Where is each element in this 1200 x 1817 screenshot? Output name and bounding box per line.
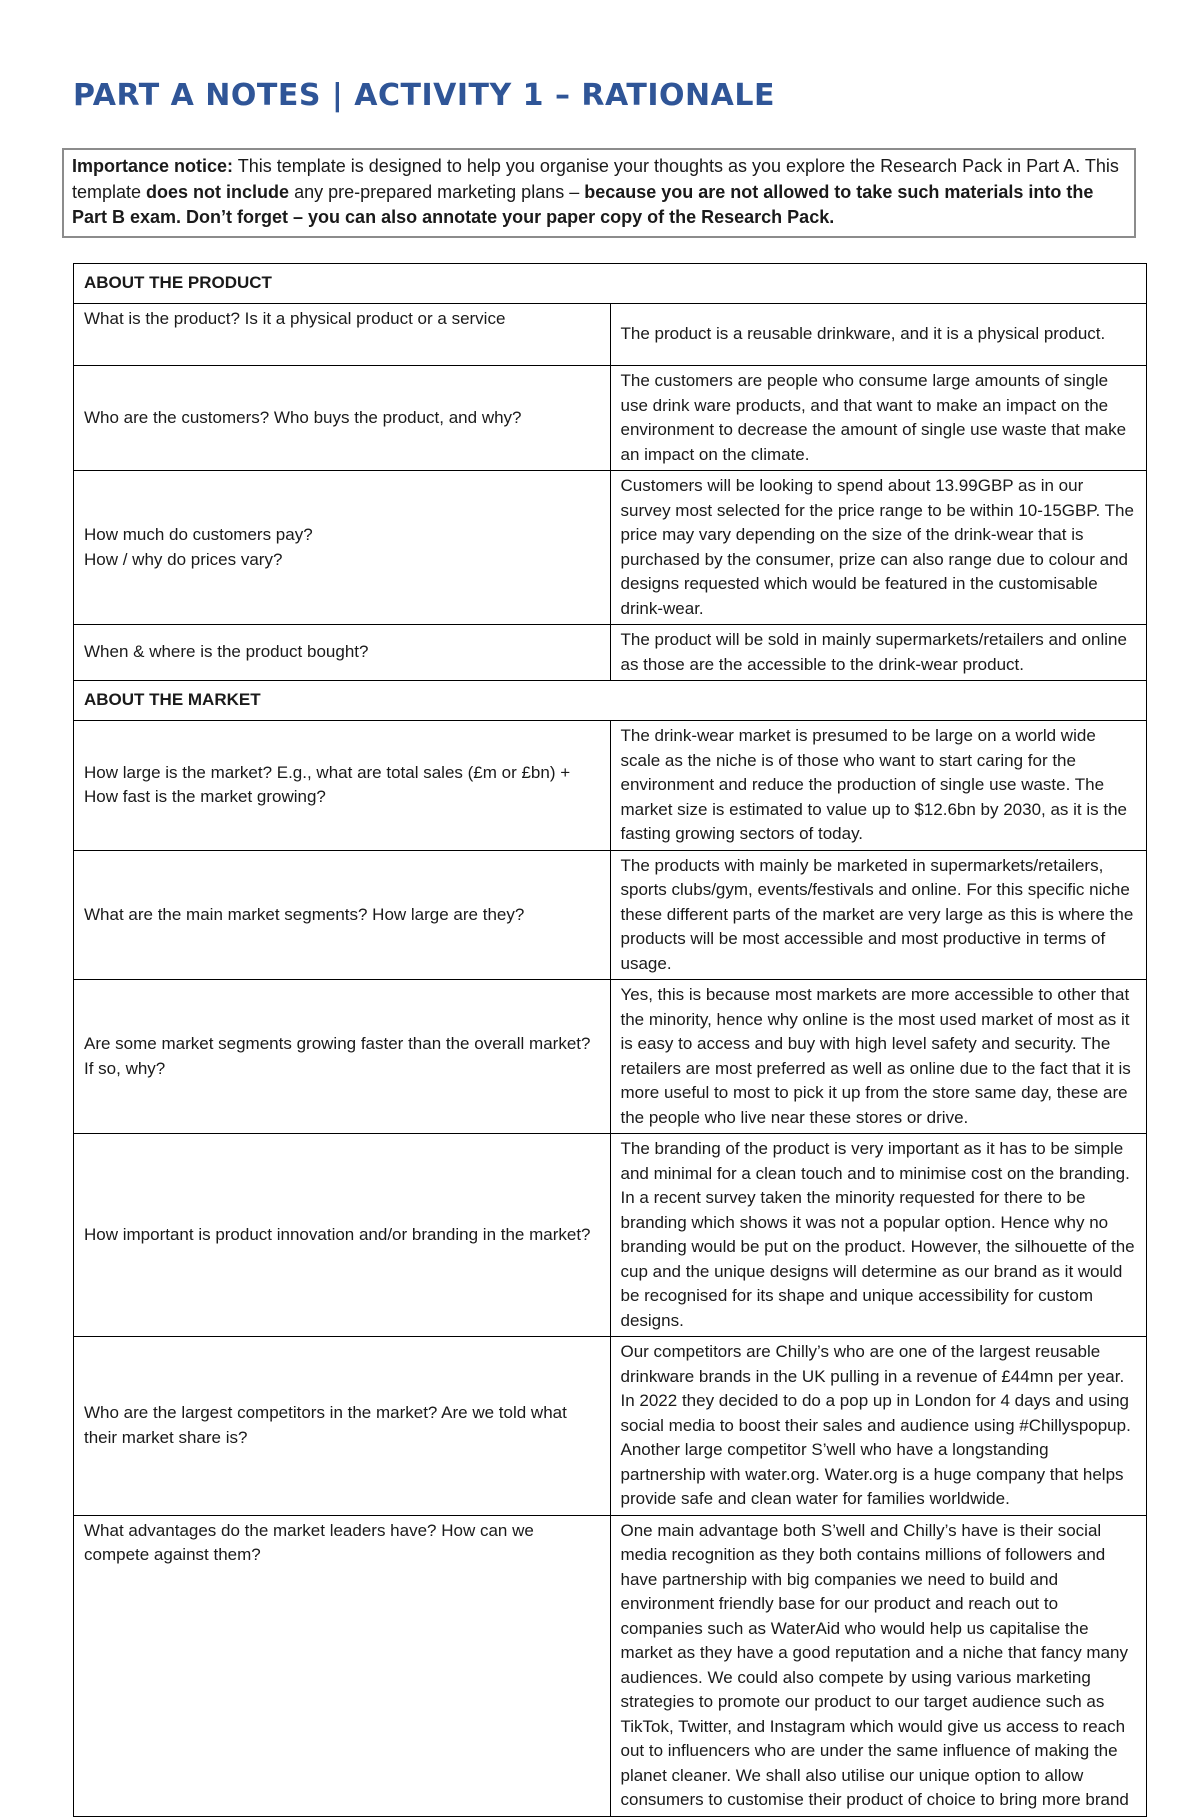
question-cell: When & where is the product bought? — [74, 625, 611, 681]
notice-label: Importance notice: — [72, 156, 234, 176]
question-cell — [74, 471, 611, 625]
question-cell: How important is product innovation and/or branding in the market? — [74, 1134, 611, 1337]
question-cell: What are the main market segments? How large are they? — [74, 850, 611, 980]
answer-cell: The branding of the product is very important as it has to be simple and minimal for a clean touch and to minimise cost on the branding. In a recent survey taken the minority requested for there to be branding which shows it was not a popular option. Hence why no branding would be put on the product. However, the silhouette of the cup and the unique designs will determine as our brand as it would be recognised for its shape and unique accessibility for custom designs. — [610, 1134, 1147, 1337]
answer-cell: Our competitors are Chilly’s who are one of the largest reusable drinkware brands in the UK pulling in a revenue of £44mn per year. In 2022 they decided to do a pop up in London for 4 days and using social media to boost their sales and audience using #Chillyspopup. Another large competitor S’well who have a longstanding partnership with water.org. Water.org is a huge company that helps provide safe and clean water for families worldwide. — [610, 1337, 1147, 1516]
table-row — [74, 304, 1147, 366]
table-row — [74, 471, 1147, 625]
table-row — [74, 850, 1147, 980]
answer-cell: The drink-wear market is presumed to be large on a world wide scale as the niche is of those who want to start caring for the environment and reduce the production of single use waste. The market size is estimated to value up to $12.6bn by 2030, as it is the fasting growing sectors of today. — [610, 721, 1147, 851]
answer-cell: Customers will be looking to spend about 13.99GBP as in our survey most selected for the price range to be within 10-15GBP. The price may vary depending on the size of the drink-wear that is purchased by the consumer, prize can also range due to colour and designs requested which would be featured in the customisable drink-wear. — [610, 471, 1147, 625]
notice-text: This template is designed to help you organise your thoughts as you explore the Research Pack in Part A. This template — [72, 156, 1119, 202]
table-row — [74, 721, 1147, 851]
question-cell: Are some market segments growing faster than the overall market? If so, why? — [74, 980, 611, 1134]
question-cell: What is the product? Is it a physical product or a service — [74, 304, 611, 366]
notice-bold-1: does not include — [146, 181, 290, 202]
section-heading-market: ABOUT THE MARKET — [74, 681, 1147, 721]
rationale-table — [73, 263, 1147, 1817]
answer-cell: The product is a reusable drinkware, and it is a physical product. — [610, 304, 1147, 366]
answer-cell: The product will be sold in mainly supermarkets/retailers and online as those are the accessible to the drink-wear product. — [610, 625, 1147, 681]
question-cell: What advantages do the market leaders have? How can we compete against them? — [74, 1515, 611, 1816]
answer-cell: One main advantage both S’well and Chilly’s have is their social media recognition as they both contains millions of followers and have partnership with big companies we need to build and environment friendly base for our product and reach out to companies such as WaterAid who would help us capitalise the market as they have a good reputation and a niche that fancy many audiences. We could also compete by using various marketing strategies to promote our product to our target audience such as TikTok, Twitter, and Instagram which would give us access to reach out to influencers who are under the same influence of making the planet cleaner. We shall also utilise our unique option to allow consumers to customise their product of choice to bring more brand — [610, 1515, 1147, 1816]
table-row — [74, 625, 1147, 681]
notice-bold-2: because you are not allowed to take such materials into the Part B exam. Don’t forget – you can also annotate your paper copy of the Research Pack. — [72, 181, 1094, 227]
page-title: PART A NOTES | ACTIVITY 1 – RATIONALE — [73, 78, 775, 113]
table-row — [74, 366, 1147, 471]
answer-cell: The products with mainly be marketed in supermarkets/retailers, sports clubs/gym, events/festivals and online. For this specific niche these different parts of the market are very large as this is where the products will be most accessible and most productive in terms of usage. — [610, 850, 1147, 980]
table-row — [74, 1337, 1147, 1516]
answer-cell: The customers are people who consume large amounts of single use drink ware products, and that want to make an impact on the environment to decrease the amount of single use waste that make an impact on the climate. — [610, 366, 1147, 471]
table-row — [74, 1515, 1147, 1816]
section-heading-product: ABOUT THE PRODUCT — [74, 264, 1147, 304]
question-cell: Who are the largest competitors in the market? Are we told what their market share is? — [74, 1337, 611, 1516]
notice-text: any pre-prepared marketing plans – — [289, 181, 585, 202]
importance-notice — [62, 148, 1136, 238]
table-row — [74, 1134, 1147, 1337]
question-cell: How large is the market? E.g., what are total sales (£m or £bn) + How fast is the market growing? — [74, 721, 611, 851]
answer-cell: Yes, this is because most markets are more accessible to other that the minority, hence why online is the most used market of most as it is easy to access and buy with high level safety and security. The retailers are most preferred as well as online due to the fact that it is more useful to most to pick it up from the store same day, these are the people who live near these stores or drive. — [610, 980, 1147, 1134]
question-cell: Who are the customers? Who buys the product, and why? — [74, 366, 611, 471]
question-line: How much do customers pay? How / why do prices vary? — [84, 525, 313, 569]
table-row — [74, 980, 1147, 1134]
